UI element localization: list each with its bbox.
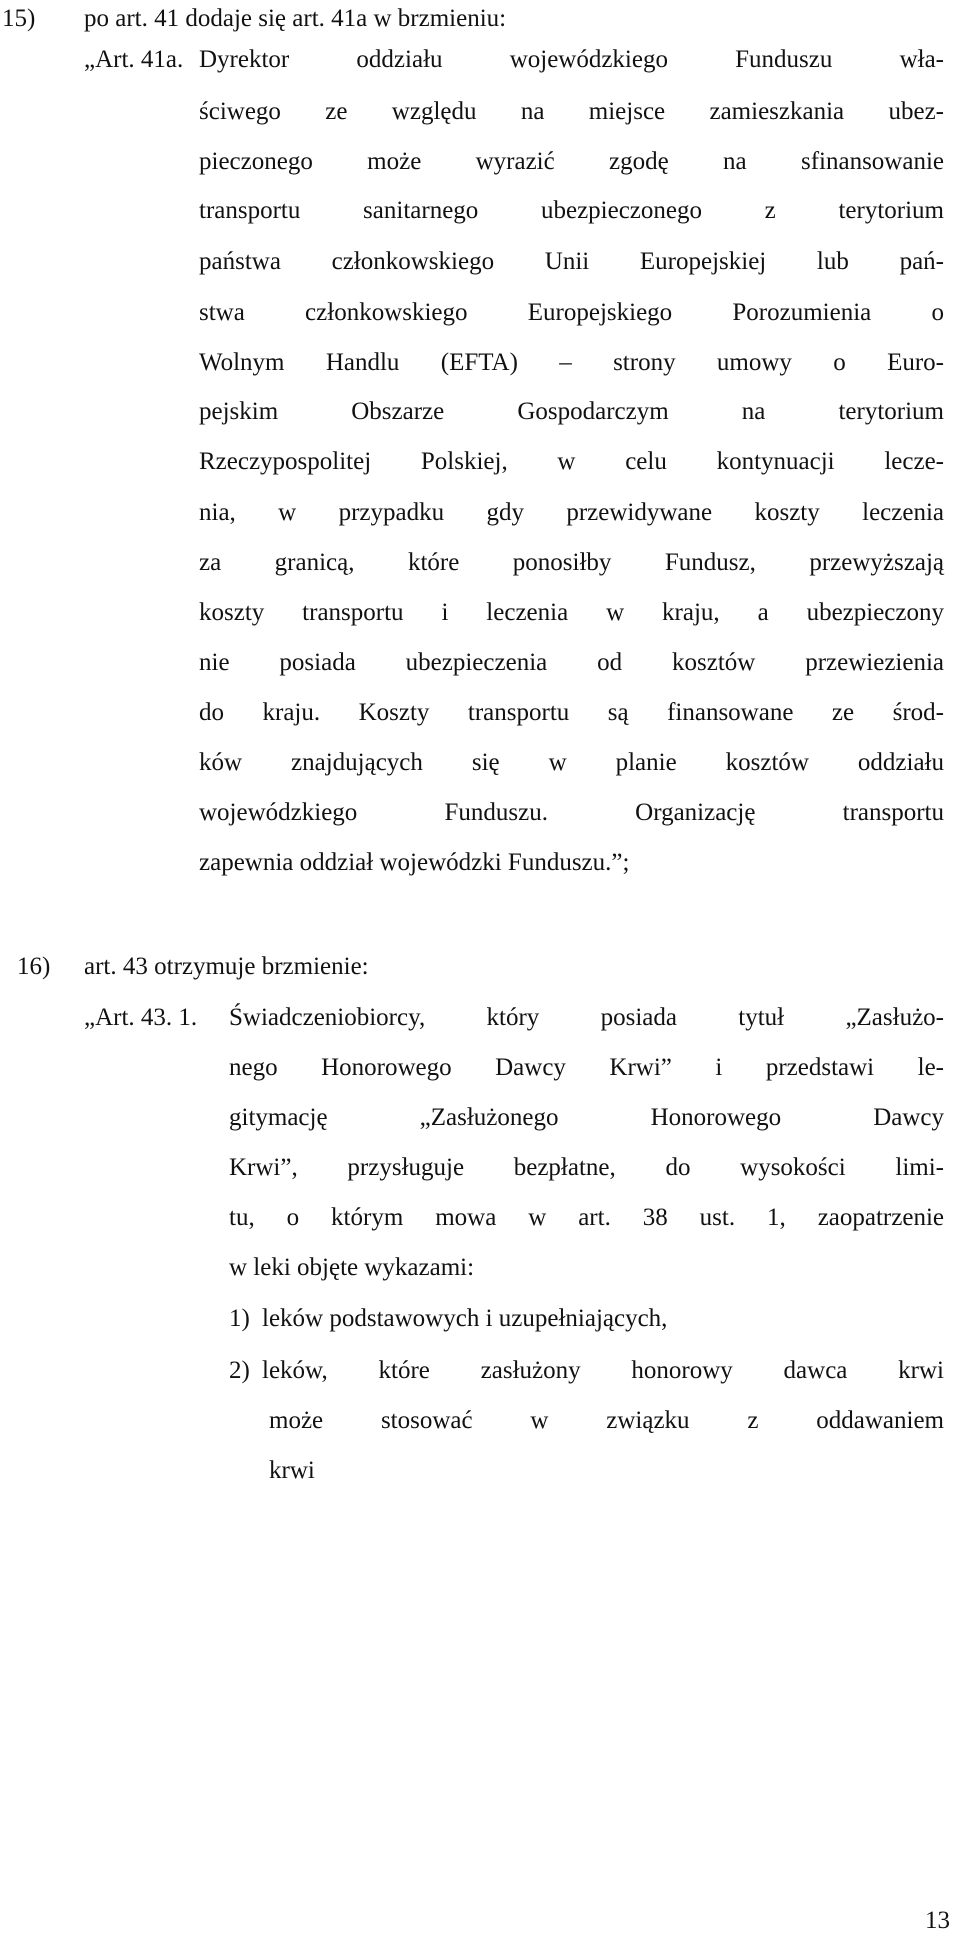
- article-43-line: Krwi”, przysługuje bezpłatne, do wysokości limi-: [229, 1154, 944, 1181]
- article-41a-line: za granicą, które ponosiłby Fundusz, przewyższają: [199, 549, 944, 576]
- article-41a-line: do kraju. Koszty transportu są finansowane ze środ-: [199, 699, 944, 726]
- article-41a-line: stwa członkowskiego Europejskiego Porozumienia o: [199, 299, 944, 326]
- article-43-label: „Art. 43. 1.: [84, 1004, 198, 1031]
- article-41a-line: zapewnia oddział wojewódzki Funduszu.”;: [199, 849, 630, 876]
- article-41a-line: nie posiada ubezpieczenia od kosztów przewiezienia: [199, 649, 944, 676]
- point-2-line: leków, które zasłużony honorowy dawca krwi: [262, 1357, 944, 1384]
- article-41a-line: Wolnym Handlu (EFTA) – strony umowy o Euro-: [199, 349, 944, 376]
- point-1-line: leków podstawowych i uzupełniających,: [262, 1305, 668, 1332]
- article-41a-line: pejskim Obszarze Gospodarczym na terytorium: [199, 398, 944, 425]
- article-43-line: gitymację „Zasłużonego Honorowego Dawcy: [229, 1104, 944, 1131]
- point-2-line: krwi: [269, 1457, 315, 1484]
- article-41a-line: Rzeczypospolitej Polskiej, w celu kontynuacji lecze-: [199, 448, 944, 475]
- article-43-line: Świadczeniobiorcy, który posiada tytuł „Zasłużo-: [229, 1004, 944, 1031]
- article-41a-line: nia, w przypadku gdy przewidywane koszty leczenia: [199, 499, 944, 526]
- article-41a-line: pieczonego może wyrazić zgodę na sfinansowanie: [199, 148, 944, 175]
- article-41a-line: koszty transportu i leczenia w kraju, a ubezpieczony: [199, 599, 944, 626]
- article-41a-line: Dyrektor oddziału wojewódzkiego Funduszu wła-: [199, 46, 944, 73]
- article-43-line: tu, o którym mowa w art. 38 ust. 1, zaopatrzenie: [229, 1204, 944, 1231]
- point-1-number: 1): [229, 1305, 250, 1332]
- article-41a-line: ściwego ze względu na miejsce zamieszkania ubez-: [199, 98, 944, 125]
- point-2-number: 2): [229, 1357, 250, 1384]
- article-41a-label: „Art. 41a.: [84, 46, 184, 73]
- item-15-number: 15): [2, 5, 36, 32]
- page-number: 13: [925, 1907, 950, 1934]
- article-43-line: nego Honorowego Dawcy Krwi” i przedstawi le-: [229, 1054, 944, 1081]
- item-15-intro: po art. 41 dodaje się art. 41a w brzmieniu:: [84, 5, 507, 32]
- article-41a-line: ków znajdujących się w planie kosztów oddziału: [199, 749, 944, 776]
- article-43-line: w leki objęte wykazami:: [229, 1254, 475, 1281]
- article-41a-line: wojewódzkiego Funduszu. Organizację transportu: [199, 799, 944, 826]
- item-16-number: 16): [17, 953, 51, 980]
- article-41a-line: państwa członkowskiego Unii Europejskiej lub pań-: [199, 248, 944, 275]
- article-41a-line: transportu sanitarnego ubezpieczonego z terytorium: [199, 197, 944, 224]
- point-2-line: może stosować w związku z oddawaniem: [269, 1407, 944, 1434]
- item-16-intro: art. 43 otrzymuje brzmienie:: [84, 953, 369, 980]
